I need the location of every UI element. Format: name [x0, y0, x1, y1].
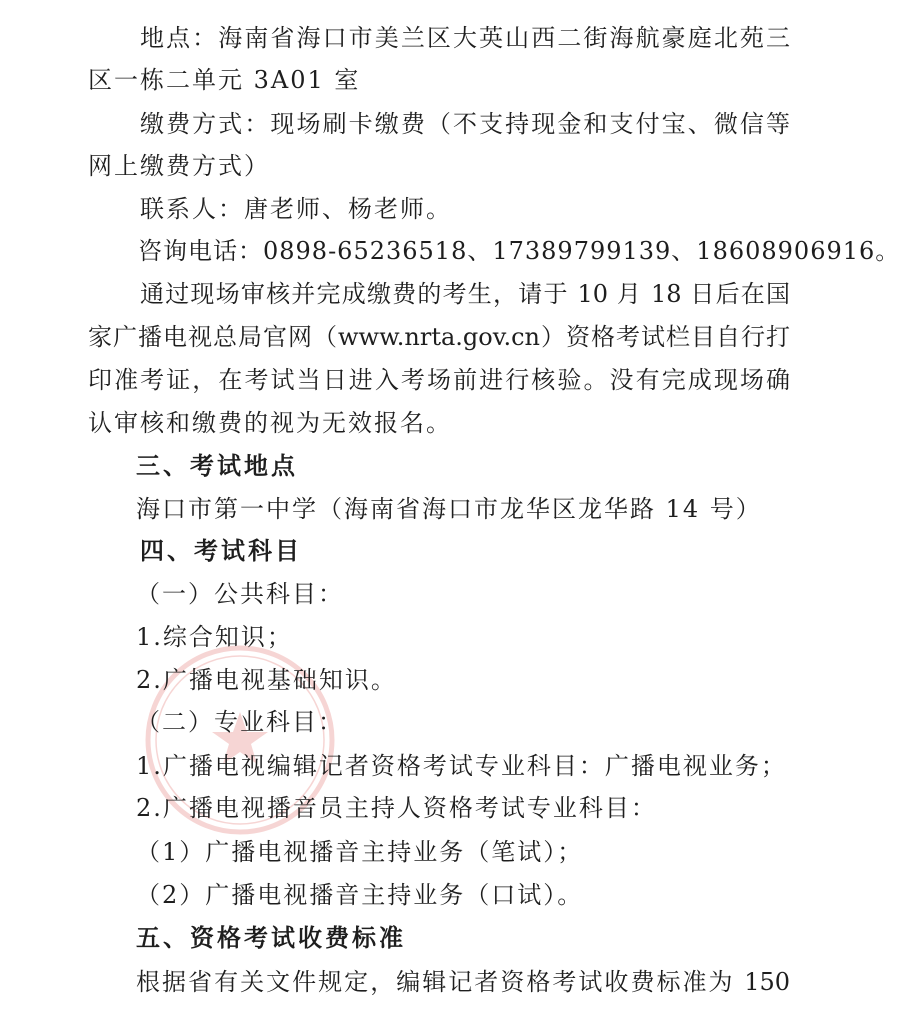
location-line-1: 地点：海南省海口市美兰区大英山西二街海航豪庭北苑三	[140, 24, 790, 52]
phone-line: 咨询电话：0898-65236518、17389799139、18608906916。	[138, 237, 901, 265]
professional-sub-item-2: （2）广播电视播音主持业务（口试）。	[136, 881, 584, 909]
public-subject-item-2: 2.广播电视基础知识。	[136, 666, 397, 694]
admission-line-3: 印准考证，在考试当日进入考场前进行核验。没有完成现场确	[88, 366, 790, 394]
payment-line-2: 网上缴费方式）	[88, 152, 270, 180]
fee-line-1: 根据省有关文件规定，编辑记者资格考试收费标准为 150	[136, 968, 790, 996]
payment-line-1: 缴费方式：现场刷卡缴费（不支持现金和支付宝、微信等	[140, 110, 790, 138]
professional-subjects-heading: （二）专业科目：	[136, 708, 344, 736]
professional-subject-item-1: 1.广播电视编辑记者资格考试专业科目：广播电视业务；	[136, 752, 787, 780]
section3-heading: 三、考试地点	[136, 452, 298, 480]
professional-sub-item-1: （1）广播电视播音主持业务（笔试）；	[136, 838, 584, 866]
section3-venue: 海口市第一中学（海南省海口市龙华区龙华路 14 号）	[136, 495, 762, 523]
admission-line-1: 通过现场审核并完成缴费的考生，请于 10 月 18 日后在国	[140, 280, 790, 308]
contact-line: 联系人：唐老师、杨老师。	[140, 195, 452, 223]
section4-heading: 四、考试科目	[140, 537, 302, 565]
admission-line-2: 家广播电视总局官网（www.nrta.gov.cn）资格考试栏目自行打	[88, 323, 790, 351]
location-line-2: 区一栋二单元 3A01 室	[88, 66, 361, 94]
admission-line-4: 认审核和缴费的视为无效报名。	[88, 409, 452, 437]
section5-heading: 五、资格考试收费标准	[136, 924, 406, 952]
public-subject-item-1: 1.综合知识；	[136, 623, 293, 651]
public-subjects-heading: （一）公共科目：	[136, 580, 344, 608]
professional-subject-item-2: 2.广播电视播音员主持人资格考试专业科目：	[136, 794, 657, 822]
